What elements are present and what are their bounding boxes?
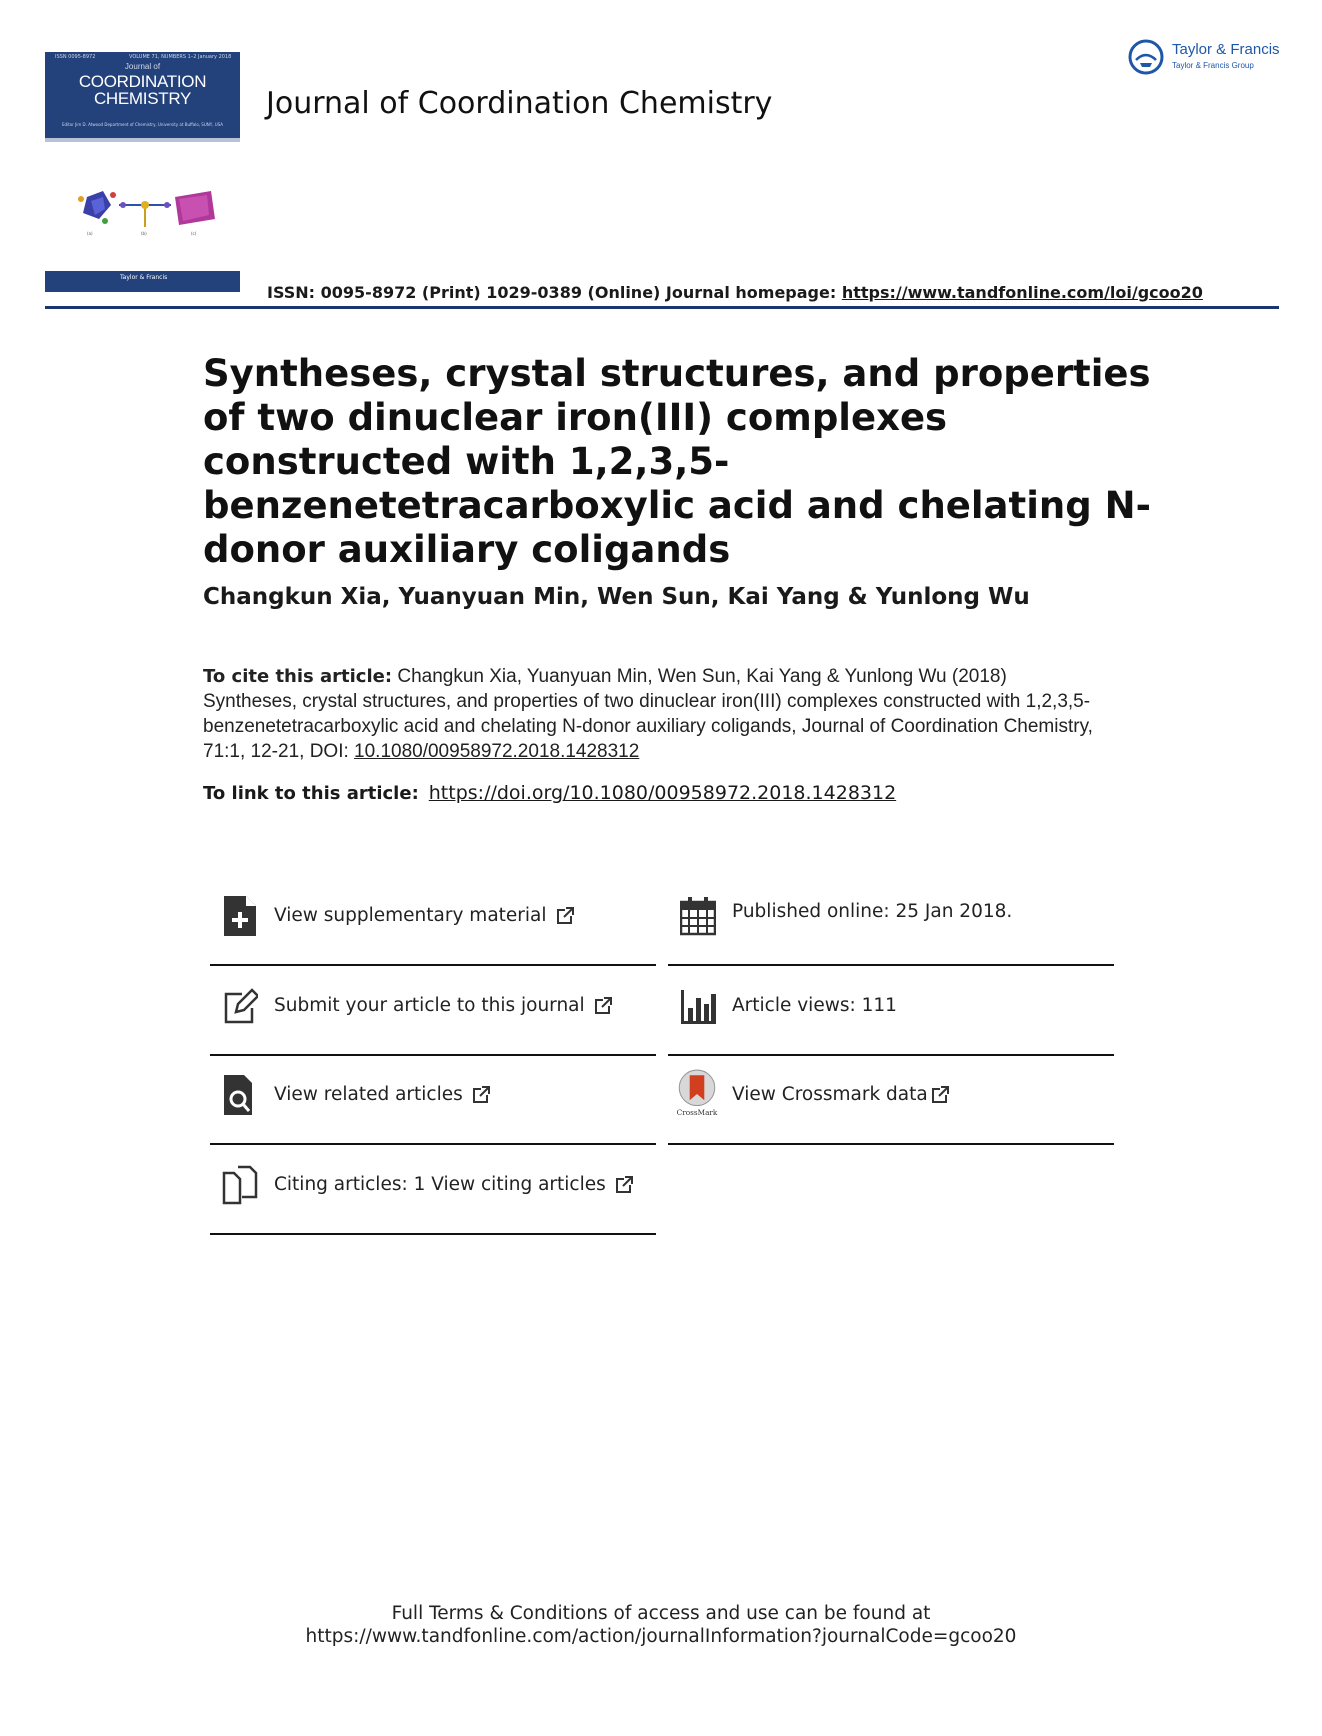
submit-label: Submit your article to this journal — [274, 995, 585, 1016]
cite-text: Changkun Xia, Yuanyuan Min, Wen Sun, Kai Yang & Yunlong Wu (2018) Syntheses, crystal structures, and properties of two dinuclear iron(III) complexes constructed with 1,2,3,5-benzenetetracarboxylic acid and chelating N-donor auxiliary coligands, Journal of Coordination Chemistry, 71:1, 12-21, DOI: — [203, 666, 1093, 762]
cover-journal-of: Journal of — [124, 62, 161, 71]
molecule-cluster-icon — [78, 191, 116, 224]
citing-label: Citing articles: 1 View citing articles — [274, 1174, 606, 1195]
cite-label: To cite this article: — [203, 666, 393, 687]
link-label: To link to this article: — [203, 783, 419, 804]
related-label: View related articles — [274, 1084, 463, 1105]
cover-strip — [45, 138, 240, 142]
svg-text:(c): (c) — [191, 231, 197, 236]
search-document-icon — [222, 1075, 258, 1115]
external-link-icon — [555, 906, 575, 926]
crossmark-badge-text: CrossMark — [676, 1107, 718, 1117]
views-count: Article views: 111 — [732, 995, 897, 1016]
journal-homepage-link[interactable]: https://www.tandfonline.com/loi/gcoo20 — [841, 283, 1203, 302]
article-authors: Changkun Xia, Yuanyuan Min, Wen Sun, Kai Yang & Yunlong Wu — [203, 584, 1030, 610]
article-title: Syntheses, crystal structures, and properties of two dinuclear iron(III) complexes constructed with 1,2,3,5-benzenetetracarboxylic acid and chelating N-donor auxiliary coligands — [203, 352, 1151, 571]
cite-doi-link[interactable]: 10.1080/00958972.2018.1428312 — [354, 741, 640, 762]
issn-line — [267, 283, 1203, 302]
article-views — [668, 966, 1114, 1056]
submit-article[interactable] — [210, 966, 656, 1056]
cover-editor-line: Editor Jim D. Atwood Department of Chemistry, University at Buffalo, SUNY, USA — [61, 122, 224, 127]
terms-url[interactable]: https://www.tandfonline.com/action/journalInformation?journalCode=gcoo20 — [305, 1626, 1017, 1647]
linker-icon — [119, 201, 171, 227]
crossmark-icon — [676, 1069, 718, 1117]
article-link-line — [203, 782, 896, 804]
issn-text: ISSN: 0095-8972 (Print) 1029-0389 (Online) Journal homepage: — [267, 283, 842, 302]
calendar-icon — [680, 896, 716, 936]
terms-line-1: Full Terms & Conditions of access and use can be found at — [391, 1603, 931, 1624]
published-date: Published online: 25 Jan 2018. — [732, 901, 1013, 922]
header-divider — [45, 306, 1279, 309]
publisher-group: Taylor & Francis Group — [1172, 61, 1254, 70]
external-link-icon — [471, 1085, 491, 1105]
cover-artwork — [75, 177, 215, 237]
publisher-name: Taylor & Francis — [1172, 41, 1280, 58]
journal-title[interactable]: Journal of Coordination Chemistry — [266, 86, 773, 121]
cover-volume: VOLUME 71, NUMBERS 1–2 January 2018 — [129, 54, 232, 60]
bar-chart-icon — [680, 986, 716, 1026]
svg-text:(b): (b) — [141, 231, 147, 236]
svg-text:(a): (a) — [87, 231, 93, 236]
view-crossmark-data[interactable] — [668, 1055, 1114, 1145]
view-supplementary-material[interactable] — [210, 876, 656, 966]
view-citing-articles[interactable] — [210, 1145, 656, 1235]
article-doi-url[interactable]: https://doi.org/10.1080/00958972.2018.1428312 — [428, 782, 897, 804]
supplementary-file-icon — [222, 896, 258, 936]
published-online — [668, 876, 1114, 966]
crossmark-label: View Crossmark data — [732, 1084, 928, 1105]
copy-documents-icon — [222, 1165, 258, 1205]
edit-pencil-icon — [222, 986, 258, 1026]
terms-footer — [0, 1602, 1322, 1648]
cover-issn: ISSN 0095-8972 — [55, 54, 96, 60]
view-related-articles[interactable] — [210, 1055, 656, 1145]
external-link-icon — [930, 1085, 950, 1105]
cover-name-line2: CHEMISTRY — [93, 89, 192, 108]
external-link-icon — [614, 1175, 634, 1195]
citation-block — [203, 664, 1093, 764]
journal-cover-thumbnail — [45, 52, 240, 292]
cover-publisher-mini: Taylor & Francis — [120, 274, 168, 281]
crystal-icon — [175, 191, 215, 225]
external-link-icon — [593, 996, 613, 1016]
supplementary-label: View supplementary material — [274, 905, 547, 926]
cover-name-line1: COORDINATION — [78, 72, 207, 91]
